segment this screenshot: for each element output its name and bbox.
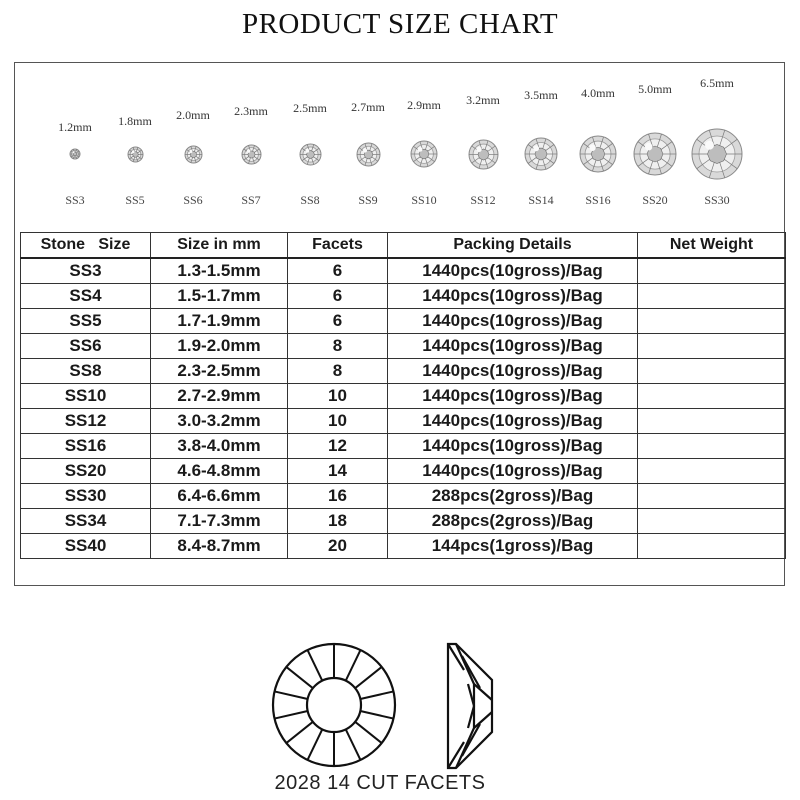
- cell-net-weight: [638, 384, 786, 409]
- stone-code-label: SS9: [358, 193, 378, 207]
- stone-size-label: 4.0mm: [581, 86, 615, 100]
- cell-packing-details: 1440pcs(10gross)/Bag: [388, 258, 638, 284]
- cell-size-in-mm: 2.7-2.9mm: [151, 384, 288, 409]
- rhinestone-icon: [68, 147, 82, 161]
- table-header-row: [21, 233, 786, 259]
- cell-packing-details: 1440pcs(10gross)/Bag: [388, 409, 638, 434]
- stone-size-label: 2.3mm: [234, 104, 268, 118]
- cell-packing-details: 1440pcs(10gross)/Bag: [388, 309, 638, 334]
- rhinestone-icon: [523, 136, 559, 172]
- cell-net-weight: [638, 309, 786, 334]
- rhinestone-icon: [355, 141, 382, 168]
- table-row: [21, 434, 786, 459]
- size-table: [20, 232, 786, 559]
- table-row: [21, 459, 786, 484]
- rhinestone-icon: [183, 144, 204, 165]
- cell-net-weight: [638, 359, 786, 384]
- cell-packing-details: 1440pcs(10gross)/Bag: [388, 434, 638, 459]
- cell-net-weight: [638, 534, 786, 559]
- cell-stone-size: SS34: [21, 509, 151, 534]
- cell-size-in-mm: 6.4-6.6mm: [151, 484, 288, 509]
- table-row: [21, 484, 786, 509]
- cell-size-in-mm: 1.5-1.7mm: [151, 284, 288, 309]
- cell-net-weight: [638, 409, 786, 434]
- cut-side-view-icon: [440, 640, 500, 772]
- cell-stone-size: SS10: [21, 384, 151, 409]
- stone-size-label: 1.8mm: [118, 114, 152, 128]
- cell-size-in-mm: 3.8-4.0mm: [151, 434, 288, 459]
- cell-size-in-mm: 3.0-3.2mm: [151, 409, 288, 434]
- cell-stone-size: SS8: [21, 359, 151, 384]
- stone-size-label: 2.0mm: [176, 108, 210, 122]
- rhinestone-icon: [578, 134, 618, 174]
- table-row: [21, 284, 786, 309]
- header-facets: Facets: [288, 233, 388, 259]
- rhinestone-icon: [240, 143, 263, 166]
- cell-net-weight: [638, 484, 786, 509]
- table-row: [21, 359, 786, 384]
- stone-size-label: 5.0mm: [638, 82, 672, 96]
- cell-facets: 6: [288, 309, 388, 334]
- cell-facets: 10: [288, 409, 388, 434]
- stone-code-label: SS5: [125, 193, 145, 207]
- stone-code-label: SS10: [411, 193, 437, 207]
- rhinestone-icon: [126, 145, 145, 164]
- cell-packing-details: 1440pcs(10gross)/Bag: [388, 359, 638, 384]
- rhinestone-icon: [409, 139, 439, 169]
- cell-facets: 8: [288, 334, 388, 359]
- cell-packing-details: 288pcs(2gross)/Bag: [388, 484, 638, 509]
- stone-size-label: 3.5mm: [524, 88, 558, 102]
- cell-packing-details: 1440pcs(10gross)/Bag: [388, 334, 638, 359]
- cell-facets: 12: [288, 434, 388, 459]
- cell-stone-size: SS12: [21, 409, 151, 434]
- cell-packing-details: 1440pcs(10gross)/Bag: [388, 384, 638, 409]
- cell-net-weight: [638, 509, 786, 534]
- rhinestone-icon: [632, 131, 678, 177]
- cell-facets: 14: [288, 459, 388, 484]
- stone-size-label: 3.2mm: [466, 93, 500, 107]
- cell-size-in-mm: 2.3-2.5mm: [151, 359, 288, 384]
- cell-net-weight: [638, 334, 786, 359]
- cell-stone-size: SS40: [21, 534, 151, 559]
- stone-code-label: SS20: [642, 193, 668, 207]
- cell-packing-details: 1440pcs(10gross)/Bag: [388, 284, 638, 309]
- cell-stone-size: SS3: [21, 258, 151, 284]
- stone-code-label: SS30: [704, 193, 730, 207]
- cell-size-in-mm: 8.4-8.7mm: [151, 534, 288, 559]
- cell-stone-size: SS30: [21, 484, 151, 509]
- cell-facets: 6: [288, 258, 388, 284]
- stone-code-label: SS3: [65, 193, 85, 207]
- rhinestone-icon: [690, 127, 744, 181]
- cell-facets: 20: [288, 534, 388, 559]
- cell-facets: 8: [288, 359, 388, 384]
- cell-facets: 16: [288, 484, 388, 509]
- cell-facets: 18: [288, 509, 388, 534]
- table-row: [21, 258, 786, 284]
- cell-net-weight: [638, 284, 786, 309]
- stone-size-label: 2.5mm: [293, 101, 327, 115]
- table-row: [21, 334, 786, 359]
- stone-code-label: SS8: [300, 193, 320, 207]
- header-stone-size: Stone Size: [21, 233, 151, 259]
- stone-size-label: 2.7mm: [351, 100, 385, 114]
- cell-packing-details: 288pcs(2gross)/Bag: [388, 509, 638, 534]
- cell-size-in-mm: 1.3-1.5mm: [151, 258, 288, 284]
- cell-packing-details: 1440pcs(10gross)/Bag: [388, 459, 638, 484]
- stone-code-label: SS14: [528, 193, 554, 207]
- rhinestone-icon: [298, 142, 323, 167]
- cell-net-weight: [638, 258, 786, 284]
- cell-stone-size: SS16: [21, 434, 151, 459]
- table-row: [21, 309, 786, 334]
- stone-code-label: SS6: [183, 193, 203, 207]
- stone-size-label: 2.9mm: [407, 98, 441, 112]
- cell-packing-details: 144pcs(1gross)/Bag: [388, 534, 638, 559]
- stone-size-label: 1.2mm: [58, 120, 92, 134]
- cell-size-in-mm: 7.1-7.3mm: [151, 509, 288, 534]
- table-body: [21, 258, 786, 559]
- page-title: PRODUCT SIZE CHART: [241, 8, 559, 40]
- table-row: [21, 409, 786, 434]
- cut-facets-caption: 2028 14 CUT FACETS: [274, 772, 486, 794]
- cell-net-weight: [638, 434, 786, 459]
- header-packing-details: Packing Details: [388, 233, 638, 259]
- cell-size-in-mm: 1.9-2.0mm: [151, 334, 288, 359]
- header-net-weight: Net Weight: [638, 233, 786, 259]
- cell-stone-size: SS20: [21, 459, 151, 484]
- stone-code-label: SS12: [470, 193, 496, 207]
- cell-facets: 10: [288, 384, 388, 409]
- cell-net-weight: [638, 459, 786, 484]
- cut-top-view-icon: [258, 640, 410, 770]
- stone-code-label: SS7: [241, 193, 261, 207]
- table-row: [21, 509, 786, 534]
- table-row: [21, 534, 786, 559]
- cell-stone-size: SS6: [21, 334, 151, 359]
- cell-size-in-mm: 4.6-4.8mm: [151, 459, 288, 484]
- stone-code-label: SS16: [585, 193, 611, 207]
- header-size-in-mm: Size in mm: [151, 233, 288, 259]
- table-row: [21, 384, 786, 409]
- cell-stone-size: SS5: [21, 309, 151, 334]
- rhinestone-icon: [467, 138, 500, 171]
- cell-facets: 6: [288, 284, 388, 309]
- cell-stone-size: SS4: [21, 284, 151, 309]
- cell-size-in-mm: 1.7-1.9mm: [151, 309, 288, 334]
- stone-size-label: 6.5mm: [700, 76, 734, 90]
